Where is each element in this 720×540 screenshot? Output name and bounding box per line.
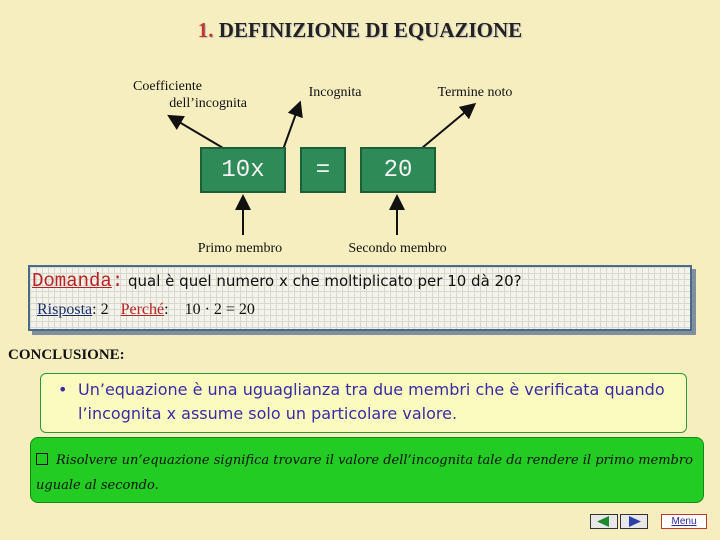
- equation-right-box: [360, 147, 436, 193]
- solve-text: Risolvere un’equazione significa trovare il valore dell’incognita tale da rendere il primo membro uguale al secondo.: [36, 453, 693, 493]
- answer-line: Risposta: 2 Perché: 10 · 2 = 20: [37, 301, 255, 318]
- equation-left: 10x: [221, 156, 265, 184]
- why-text: 10 · 2 = 20: [184, 301, 255, 318]
- next-button[interactable]: [620, 514, 648, 529]
- unknown-label: Incognita: [308, 85, 362, 100]
- question-label: Domanda: [32, 270, 112, 292]
- first-member-label: Primo membro: [197, 241, 283, 256]
- answer-value: 2: [100, 301, 109, 318]
- why-label: Perché: [120, 301, 165, 318]
- second-member-label: Secondo membro: [348, 241, 447, 256]
- statement-line: [58, 378, 698, 426]
- arrow-left-icon: [591, 515, 617, 528]
- conclusion-heading: CONCLUSIONE:: [8, 347, 125, 363]
- menu-button[interactable]: Menu: [661, 514, 707, 529]
- constant-label: Termine noto: [437, 85, 513, 100]
- bullet-icon: •: [58, 380, 68, 399]
- statement-text: Un’equazione è una uguaglianza tra due membri che è verificata quando l’incognita x assume solo un particolare valore.: [78, 380, 665, 423]
- equation-equals: =: [315, 156, 331, 184]
- previous-button[interactable]: [590, 514, 618, 529]
- question-colon: :: [111, 270, 124, 292]
- coefficient-label-line2: dell’incognita: [169, 96, 247, 111]
- checkbox-bullet-icon: [36, 453, 48, 465]
- question-line: [32, 270, 522, 292]
- answer-label: Risposta: [37, 301, 93, 318]
- coefficient-label-line1: Coefficiente: [133, 79, 202, 94]
- equation-right: 20: [383, 156, 413, 184]
- equation-left-box: [200, 147, 286, 193]
- solve-line: [36, 448, 696, 498]
- title-number: 1.: [197, 18, 214, 42]
- equation-equals-box: [300, 147, 346, 193]
- title-text: DEFINIZIONE DI EQUAZIONE: [218, 18, 523, 42]
- arrow-right-icon: [621, 515, 647, 528]
- question-text: qual è quel numero x che moltiplicato per 10 dà 20?: [128, 272, 522, 290]
